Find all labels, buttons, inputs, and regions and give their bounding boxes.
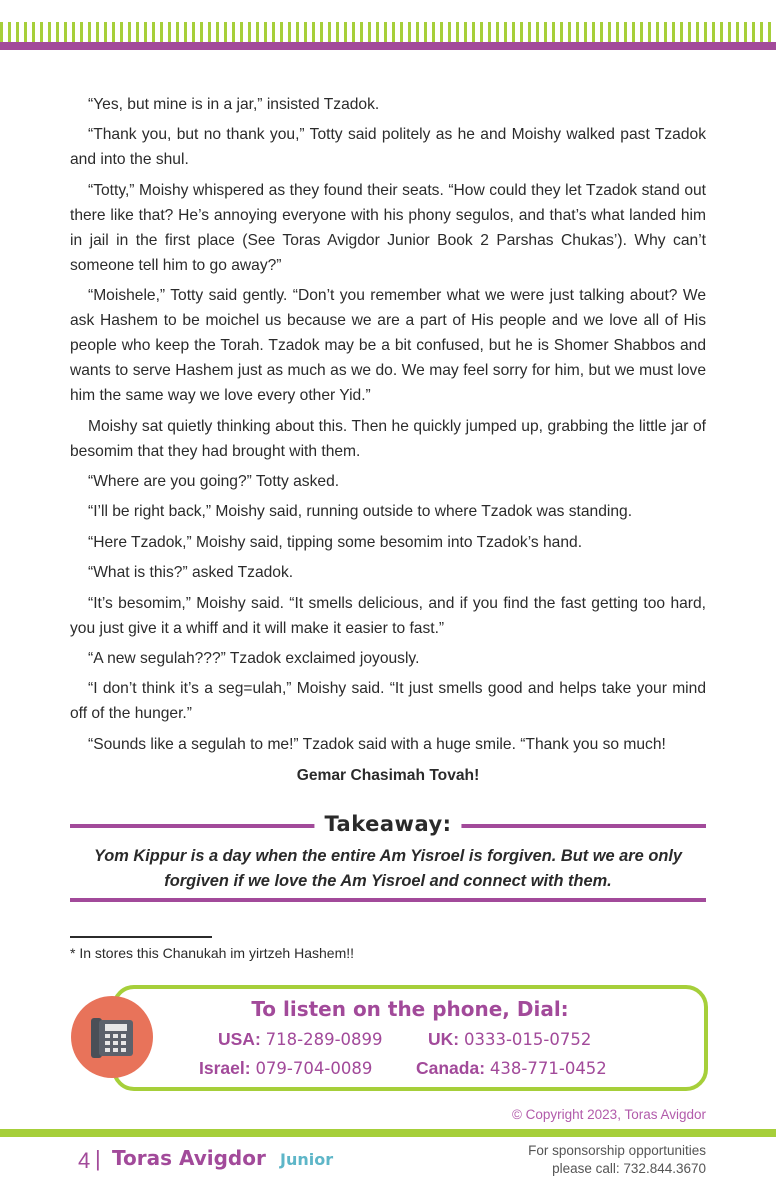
footer-separator: | bbox=[95, 1146, 101, 1171]
story-paragraph: “Totty,” Moishy whispered as they found their seats. “How could they let Tzadok stand out there like that? He’s annoying everyone with his phony segulos, and that’s what landed him in jail in the first place (See Toras Avigdor Junior Book 2 Parshas Chukas’). Why can’t someone tell him to go away?” bbox=[70, 181, 706, 274]
phone-info-box bbox=[112, 985, 708, 1091]
israel-number[interactable]: 079-704-0089 bbox=[255, 1059, 373, 1078]
top-decorative-ticks bbox=[0, 22, 776, 42]
brand-logo-text: Toras Avigdor bbox=[112, 1146, 266, 1170]
takeaway-bottom-rule bbox=[70, 898, 706, 902]
footnote-divider bbox=[70, 936, 212, 938]
story-paragraph: “Yes, but mine is in a jar,” insisted Tzadok. bbox=[88, 96, 380, 113]
story-paragraph: “It’s besomim,” Moishy said. “It smells delicious, and if you find the fast getting too hard, you just give it a whiff and it will make it easier to fast.” bbox=[70, 594, 706, 637]
usa-label: USA: bbox=[218, 1029, 261, 1049]
sponsor-line-2: please call: 732.844.3670 bbox=[552, 1161, 706, 1176]
story-paragraph: “Thank you, but no thank you,” Totty said politely as he and Moishy walked past Tzadok and into the shul. bbox=[70, 126, 706, 169]
uk-label: UK: bbox=[428, 1029, 460, 1049]
copyright-notice: © Copyright 2023, Toras Avigdor bbox=[511, 1107, 706, 1122]
page-number: 4 bbox=[78, 1148, 91, 1173]
phone-israel bbox=[199, 1058, 372, 1079]
story-paragraph: “I’ll be right back,” Moishy said, running outside to where Tzadok was standing. bbox=[88, 503, 633, 521]
footnote: * In stores this Chanukah im yirtzeh Hashem!! bbox=[70, 945, 355, 961]
story-paragraph: “I don’t think it’s a seg=ulah,” Moishy said. “It just smells good and helps take your mind off of the hunger.” bbox=[70, 680, 706, 723]
phone-title: To listen on the phone, Dial: bbox=[251, 997, 569, 1021]
canada-label: Canada: bbox=[416, 1058, 486, 1078]
story-paragraph: “Sounds like a segulah to me!” Tzadok said with a huge smile. “Thank you so much! bbox=[88, 735, 666, 753]
takeaway-title: Takeaway: bbox=[314, 812, 461, 836]
canada-number[interactable]: 438-771-0452 bbox=[489, 1059, 607, 1078]
story-paragraph: “A new segulah???” Tzadok exclaimed joyously. bbox=[88, 649, 420, 667]
story-paragraph: “Moishele,” Totty said gently. “Don’t you remember what we were just talking about? We ask Hashem to be moichel us because we are a part of His people and we love all of His people who keep the Torah. Tzadok may be a bit confused, but he is Shomer Shabbos and wants to serve Hashem just as much as we do. We may feel sorry for him, but we must love him the same way we love every other Yid.” bbox=[70, 287, 706, 405]
sponsorship-info bbox=[528, 1142, 706, 1178]
phone-canada bbox=[416, 1058, 607, 1079]
bottom-color-bar bbox=[0, 1129, 776, 1137]
israel-label: Israel: bbox=[199, 1058, 251, 1078]
usa-number[interactable]: 718-289-0899 bbox=[265, 1030, 383, 1049]
story-paragraph: “Here Tzadok,” Moishy said, tipping some besomim into Tzadok’s hand. bbox=[88, 533, 583, 551]
uk-number[interactable]: 0333-015-0752 bbox=[463, 1030, 592, 1049]
takeaway-header bbox=[70, 812, 706, 840]
closing-greeting: Gemar Chasimah Tovah! bbox=[296, 766, 480, 784]
story-paragraph: “What is this?” asked Tzadok. bbox=[88, 564, 294, 582]
telephone-icon bbox=[71, 996, 153, 1078]
story-paragraph: Moishy sat quietly thinking about this. Then he quickly jumped up, grabbing the little jar of besomim that they had brought with them. bbox=[70, 417, 706, 460]
story-text bbox=[70, 92, 706, 793]
sponsor-line-1: For sponsorship opportunities bbox=[528, 1143, 706, 1158]
takeaway-text: Yom Kippur is a day when the entire Am Yisroel is forgiven. But we are only forgiven if we love the Am Yisroel and connect with them. bbox=[93, 847, 683, 890]
top-color-bar bbox=[0, 42, 776, 50]
brand-junior-text: Junior bbox=[280, 1150, 334, 1169]
phone-usa bbox=[218, 1029, 383, 1050]
takeaway-section bbox=[70, 812, 706, 902]
story-paragraph: “Where are you going?” Totty asked. bbox=[88, 472, 340, 490]
phone-uk bbox=[428, 1029, 591, 1050]
